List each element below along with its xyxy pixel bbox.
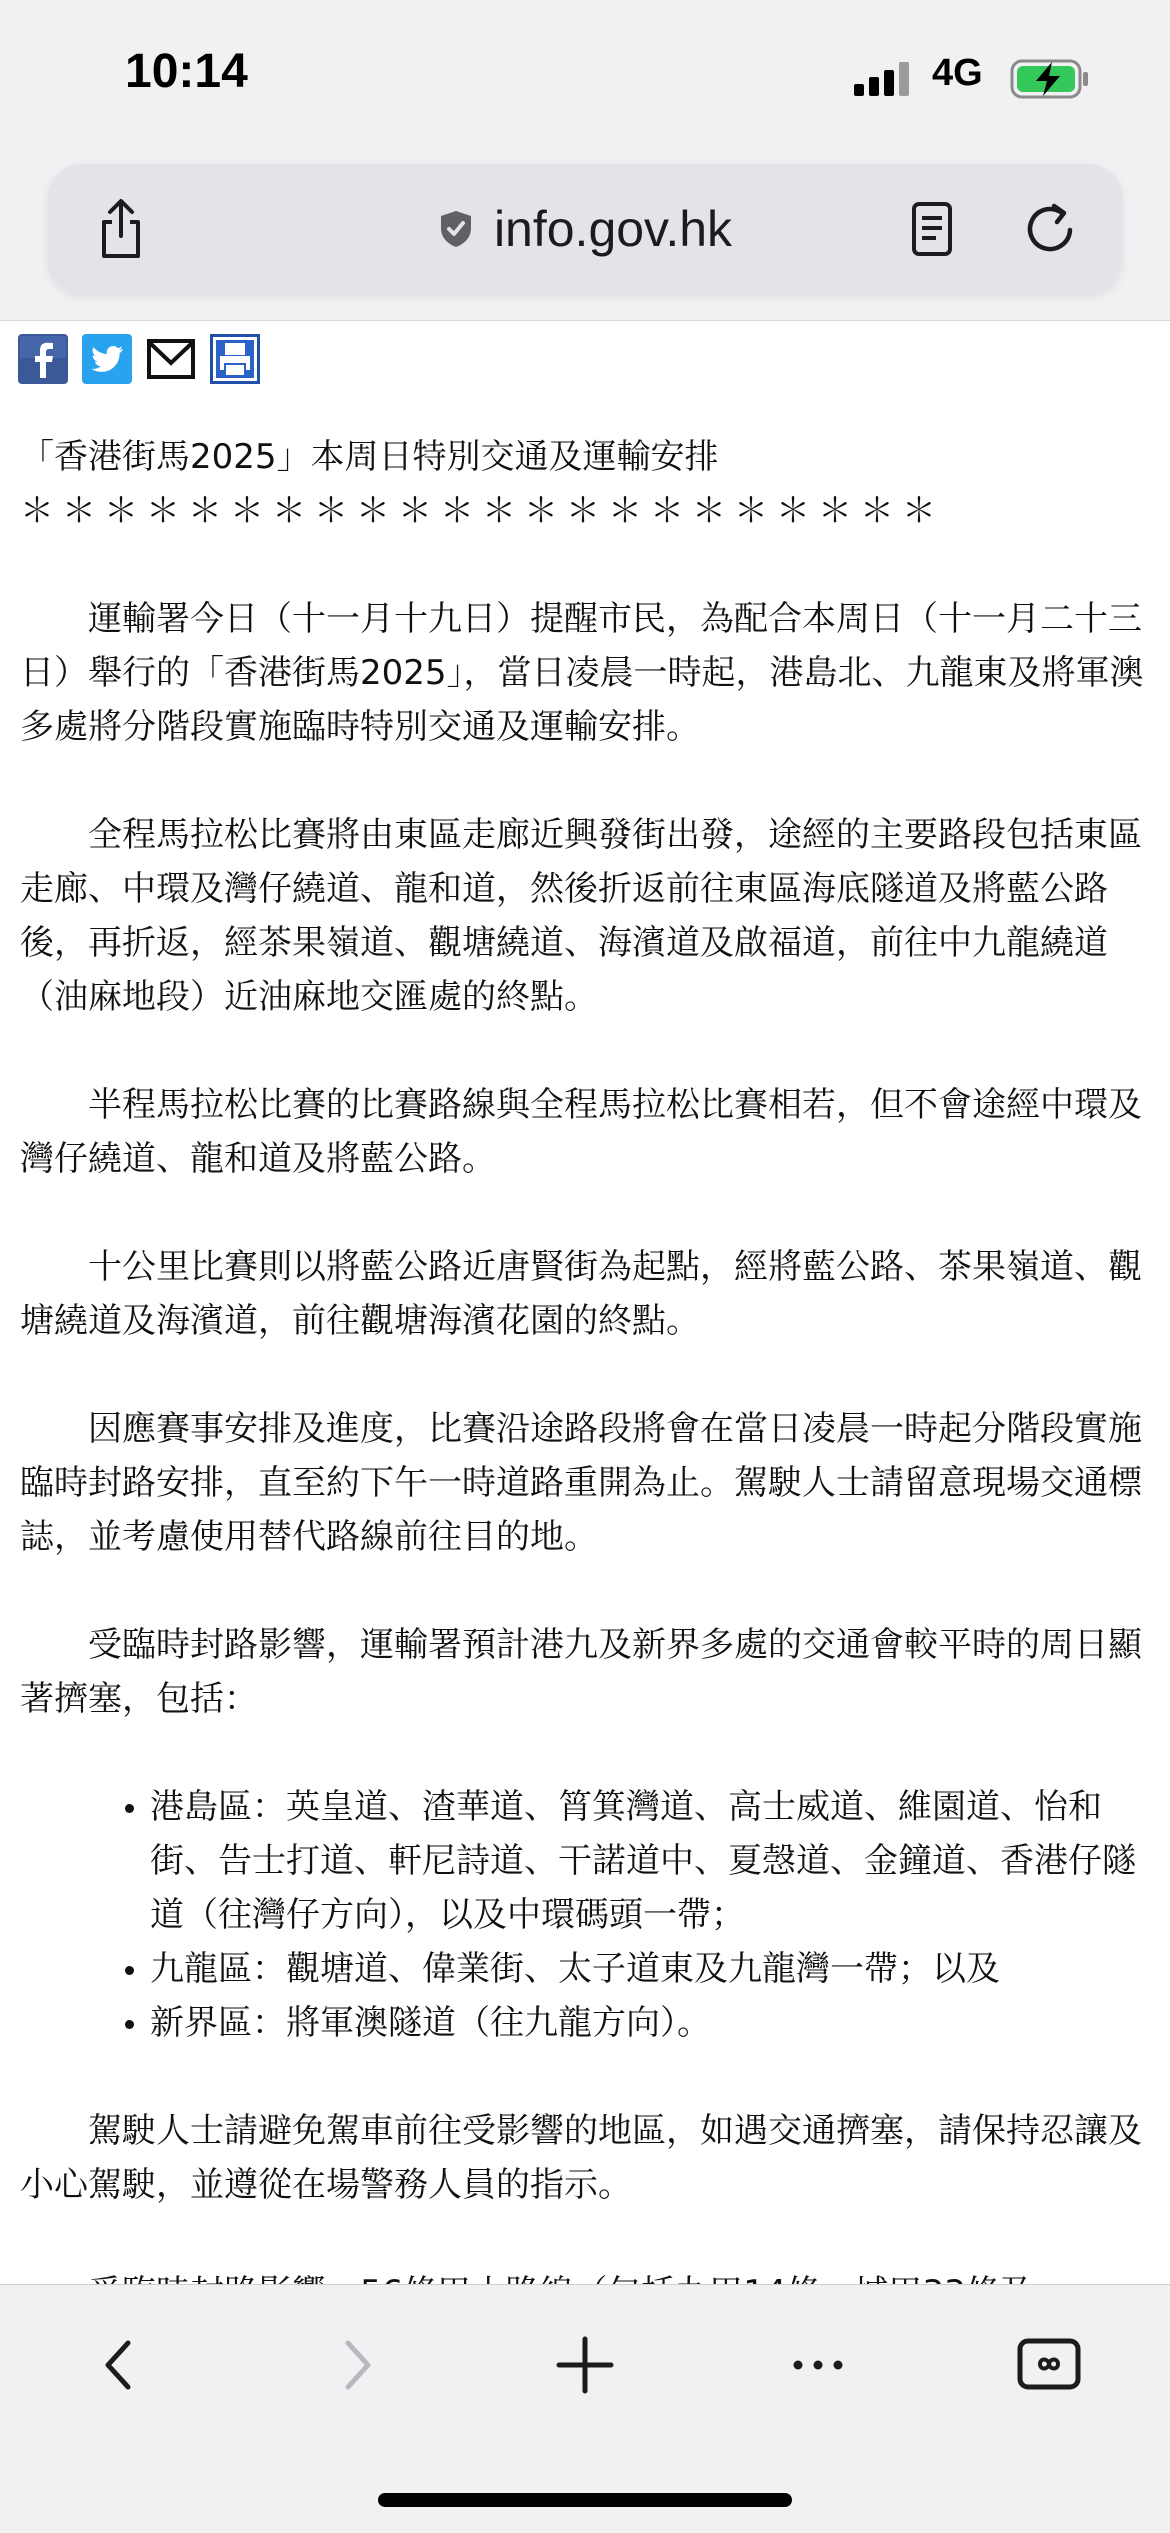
home-indicator[interactable] [378,2493,792,2507]
article-title: 「香港街馬2025」本周日特別交通及運輸安排 [20,437,719,477]
forward-icon[interactable] [316,2325,396,2405]
news-article [20,430,1154,2320]
email-icon[interactable] [146,334,196,384]
battery-charging-icon [1010,58,1090,100]
share-icons-row [18,334,260,384]
list-item: • 九龍區：觀塘道、偉業街、太子道東及九龍灣一帶；以及 [150,1942,1154,1996]
address-bar[interactable] [48,164,1122,294]
facebook-icon[interactable] [18,334,68,384]
back-icon[interactable] [80,2325,160,2405]
congestion-areas-list [20,1780,1154,2050]
twitter-icon[interactable] [82,334,132,384]
article-paragraph: 運輸署今日（十一月十九日）提醒市民，為配合本周日（十一月二十三日）舉行的「香港街馬2025」，當日凌晨一時起，港島北、九龍東及將軍澳多處將分階段實施臨時特別交通及運輸安排。 [20,599,1144,747]
print-icon[interactable] [210,334,260,384]
title-separator: ＊＊＊＊＊＊＊＊＊＊＊＊＊＊＊＊＊＊＊＊＊＊ [20,491,944,531]
shield-icon [438,209,474,249]
reader-icon[interactable] [902,198,962,260]
article-paragraph: 十公里比賽則以將藍公路近唐賢街為起點，經將藍公路、茶果嶺道、觀塘繞道及海濱道，前往觀塘海濱花園的終點。 [20,1247,1142,1341]
list-item: • 新界區：將軍澳隧道（往九龍方向）。 [150,1996,1154,2050]
list-item: • 港島區：英皇道、渣華道、筲箕灣道、高士威道、維園道、怡和街、告士打道、軒尼詩道、干諾道中、夏愨道、金鐘道、香港仔隧道（往灣仔方向），以及中環碼頭一帶； [150,1780,1154,1942]
tabs-icon[interactable] [1010,2325,1090,2405]
article-paragraph: 駕駛人士請避免駕車前往受影響的地區，如遇交通擠塞，請保持忍讓及小心駕駛，並遵從在場警務人員的指示。 [20,2111,1142,2205]
new-tab-icon[interactable] [545,2325,625,2405]
more-icon[interactable] [778,2325,858,2405]
status-time: 10:14 [125,45,248,98]
browser-top-chrome [0,0,1170,321]
article-paragraph: 受臨時封路影響，運輸署預計港九及新界多處的交通會較平時的周日顯著擠塞，包括： [20,1625,1142,1719]
reload-icon[interactable] [1020,198,1082,260]
article-paragraph: 因應賽事安排及進度，比賽沿途路段將會在當日凌晨一時起分階段實施臨時封路安排，直至約下午一時道路重開為止。駕駛人士請留意現場交通標誌，並考慮使用替代路線前往目的地。 [20,1409,1142,1557]
article-paragraph: 半程馬拉松比賽的比賽路線與全程馬拉松比賽相若，但不會途經中環及灣仔繞道、龍和道及將藍公路。 [20,1085,1142,1179]
article-paragraph: 全程馬拉松比賽將由東區走廊近興發街出發，途經的主要路段包括東區走廊、中環及灣仔繞道、龍和道，然後折返前往東區海底隧道及將藍公路後，再折返，經茶果嶺道、觀塘繞道、海濱道及啟福道，前往中九龍繞道（油麻地段）近油麻地交匯處的終點。 [20,815,1142,1017]
url-text[interactable]: info.gov.hk [493,201,733,257]
cellular-signal-icon [854,62,910,96]
network-type: 4G [932,52,983,94]
